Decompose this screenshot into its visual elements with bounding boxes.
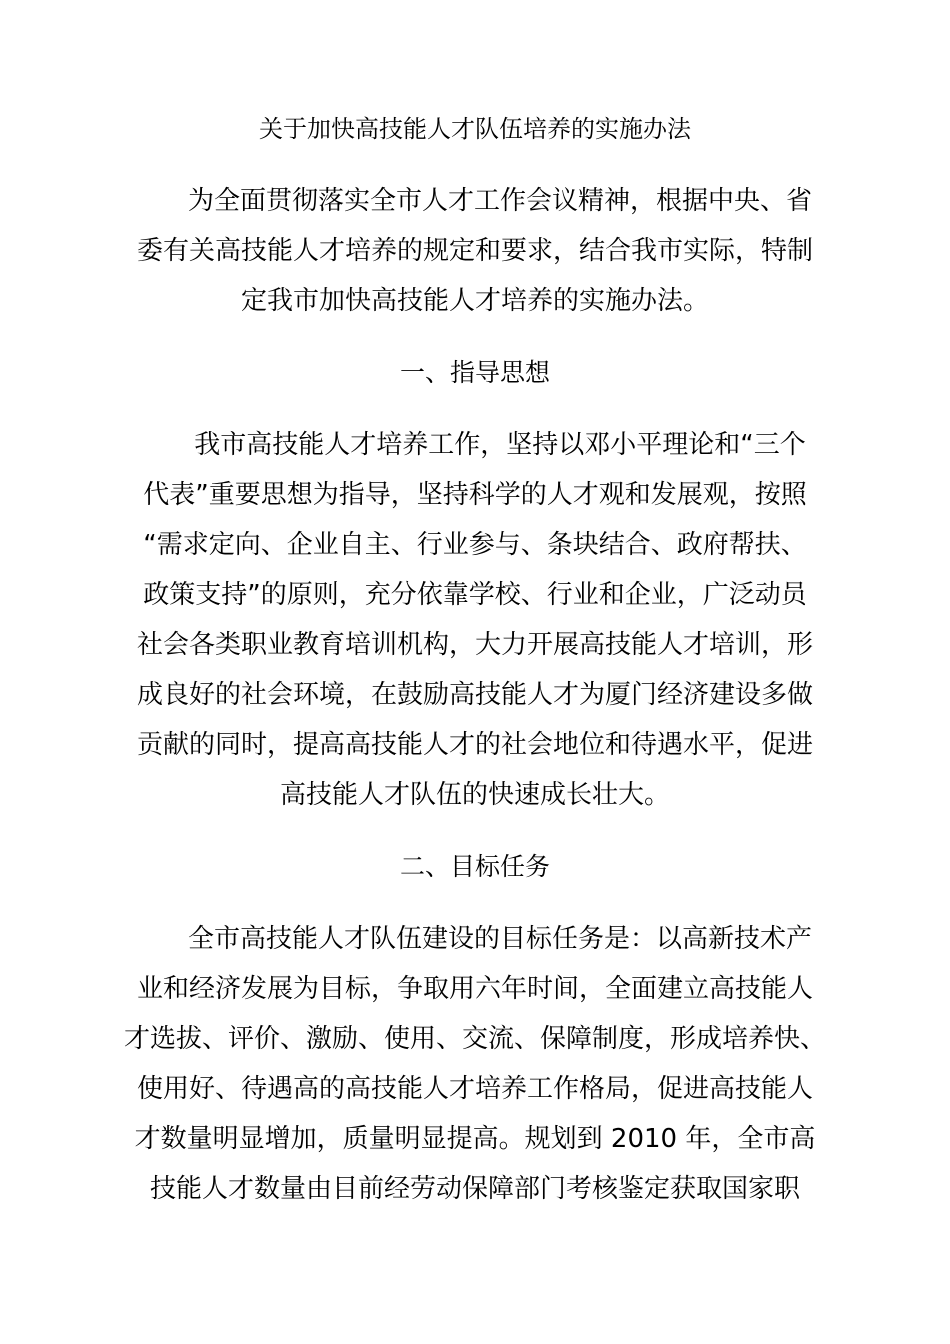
section1-line-5: 社会各类职业教育培训机构，大力开展高技能人才培训，形: [136, 630, 813, 660]
section1-line-8: 高技能人才队伍的快速成长壮大。: [279, 780, 670, 810]
section1-line-2: 代表”重要思想为指导，坚持科学的人才观和发展观，按照: [143, 480, 807, 510]
section1-line-7: 贡献的同时，提高高技能人才的社会地位和待遇水平，促进: [136, 730, 813, 760]
section1-line-4: 政策支持”的原则，充分依靠学校、行业和企业，广泛动员: [143, 580, 807, 610]
document-title: 关于加快高技能人才队伍培养的实施办法: [259, 115, 691, 143]
section2-line-3: 才选拔、评价、激励、使用、交流、保障制度，形成培养快、: [123, 1024, 826, 1054]
section1-line-6: 成良好的社会环境，在鼓励高技能人才为厦门经济建设多做: [136, 680, 813, 710]
intro-line-2: 委有关高技能人才培养的规定和要求，结合我市实际，特制: [136, 236, 813, 266]
intro-line-1: 为全面贯彻落实全市人才工作会议精神，根据中央、省: [187, 186, 812, 216]
section-heading-guiding-ideology: 一、指导思想: [399, 358, 550, 387]
section2-line-5: 才数量明显增加，质量明显提高。规划到 2010 年，全市高: [134, 1124, 816, 1154]
section2-line-4: 使用好、待遇高的高技能人才培养工作格局，促进高技能人: [136, 1074, 813, 1104]
section-heading-goals-tasks: 二、目标任务: [399, 852, 550, 881]
section1-line-1: 我市高技能人才培养工作，坚持以邓小平理论和“三个: [194, 430, 806, 460]
section1-line-3: “需求定向、企业自主、行业参与、条块结合、政府帮扶、: [143, 530, 807, 560]
section2-line-2: 业和经济发展为目标，争取用六年时间，全面建立高技能人: [136, 974, 813, 1004]
intro-line-3: 定我市加快高技能人才培养的实施办法。: [240, 286, 709, 316]
section2-line-1: 全市高技能人才队伍建设的目标任务是：以高新技术产: [187, 924, 812, 954]
section2-line-6: 技能人才数量由目前经劳动保障部门考核鉴定获取国家职: [149, 1174, 800, 1204]
